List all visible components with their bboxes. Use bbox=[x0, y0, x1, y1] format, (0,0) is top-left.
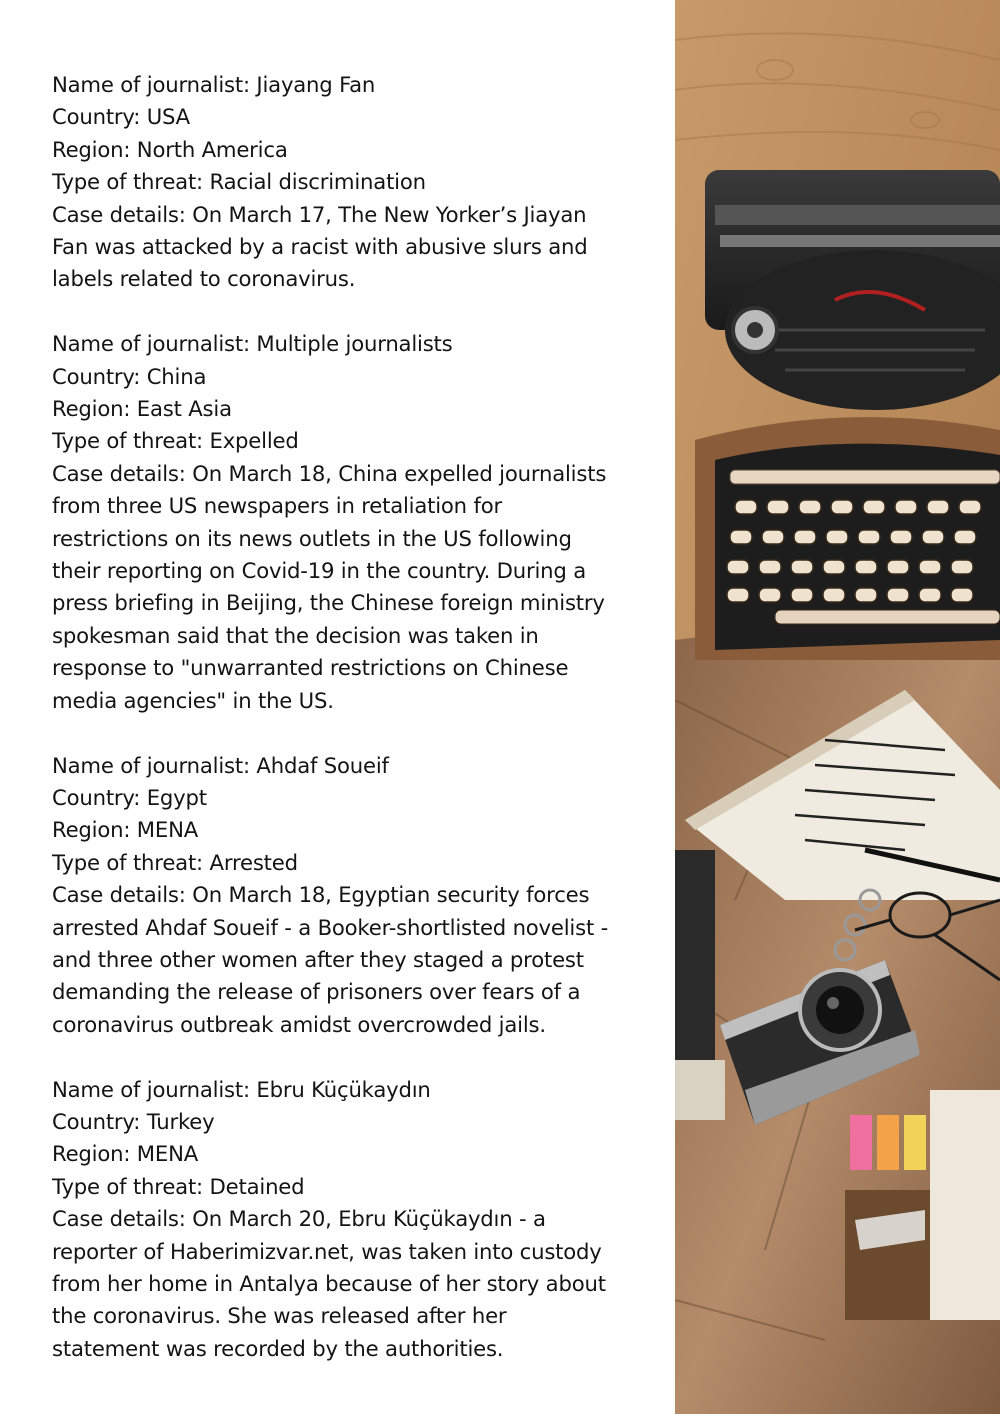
case-details: press briefing in Beijing, the Chinese foreign ministry bbox=[52, 590, 605, 616]
case-details: from three US newspapers in retaliation for bbox=[52, 493, 502, 519]
country: Country: Turkey bbox=[52, 1108, 215, 1134]
journalist-name: Name of journalist: Multiple journalists bbox=[52, 331, 453, 357]
case-details: Case details: On March 20, Ebru Küçükaydın - a bbox=[52, 1206, 546, 1232]
country: Country: China bbox=[52, 363, 207, 389]
region: Region: MENA bbox=[52, 817, 199, 843]
case-list bbox=[52, 69, 652, 1398]
case-details: media agencies" in the US. bbox=[52, 687, 334, 713]
case-details: Case details: On March 18, China expelled journalists bbox=[52, 460, 607, 486]
case-details: from her home in Antalya because of her story about bbox=[52, 1270, 606, 1296]
region: Region: East Asia bbox=[52, 396, 232, 422]
case-details: labels related to coronavirus. bbox=[52, 266, 356, 292]
journalist-name: Name of journalist: Ahdaf Soueif bbox=[52, 752, 389, 778]
threat-type: Type of threat: Arrested bbox=[52, 849, 298, 875]
case-details: demanding the release of prisoners over fears of a bbox=[52, 979, 581, 1005]
case-details: Case details: On March 17, The New Yorker’s Jiayan bbox=[52, 201, 587, 227]
case-entry bbox=[52, 1074, 652, 1366]
case-details: Fan was attacked by a racist with abusive slurs and bbox=[52, 234, 588, 260]
country: Country: USA bbox=[52, 104, 190, 130]
region: Region: MENA bbox=[52, 1141, 199, 1167]
threat-type: Type of threat: Expelled bbox=[52, 428, 299, 454]
case-details: spokesman said that the decision was taken in bbox=[52, 622, 539, 648]
threat-type: Type of threat: Racial discrimination bbox=[52, 169, 426, 195]
case-details: the coronavirus. She was released after her bbox=[52, 1303, 507, 1329]
region: Region: North America bbox=[52, 136, 288, 162]
case-entry bbox=[52, 328, 652, 717]
case-details: and three other women after they staged a protest bbox=[52, 946, 584, 972]
case-details: reporter of Haberimizvar.net, was taken into custody bbox=[52, 1238, 602, 1264]
case-details: restrictions on its news outlets in the US following bbox=[52, 525, 572, 551]
case-details: statement was recorded by the authorities. bbox=[52, 1335, 504, 1361]
case-details: Case details: On March 18, Egyptian security forces bbox=[52, 882, 590, 908]
case-entry bbox=[52, 750, 652, 1042]
sticky-notes bbox=[850, 1115, 926, 1170]
case-details: response to "unwarranted restrictions on Chinese bbox=[52, 655, 569, 681]
case-entry bbox=[52, 69, 652, 296]
case-details: coronavirus outbreak amidst overcrowded jails. bbox=[52, 1011, 546, 1037]
country: Country: Egypt bbox=[52, 784, 207, 810]
journalist-name: Name of journalist: Ebru Küçükaydın bbox=[52, 1076, 431, 1102]
case-details: arrested Ahdaf Soueif - a Booker-shortlisted novelist - bbox=[52, 914, 609, 940]
threat-type: Type of threat: Detained bbox=[52, 1173, 305, 1199]
typewriter-desk-photo bbox=[675, 0, 1000, 1414]
case-details: their reporting on Covid-19 in the country. During a bbox=[52, 558, 586, 584]
journalist-name: Name of journalist: Jiayang Fan bbox=[52, 72, 376, 97]
